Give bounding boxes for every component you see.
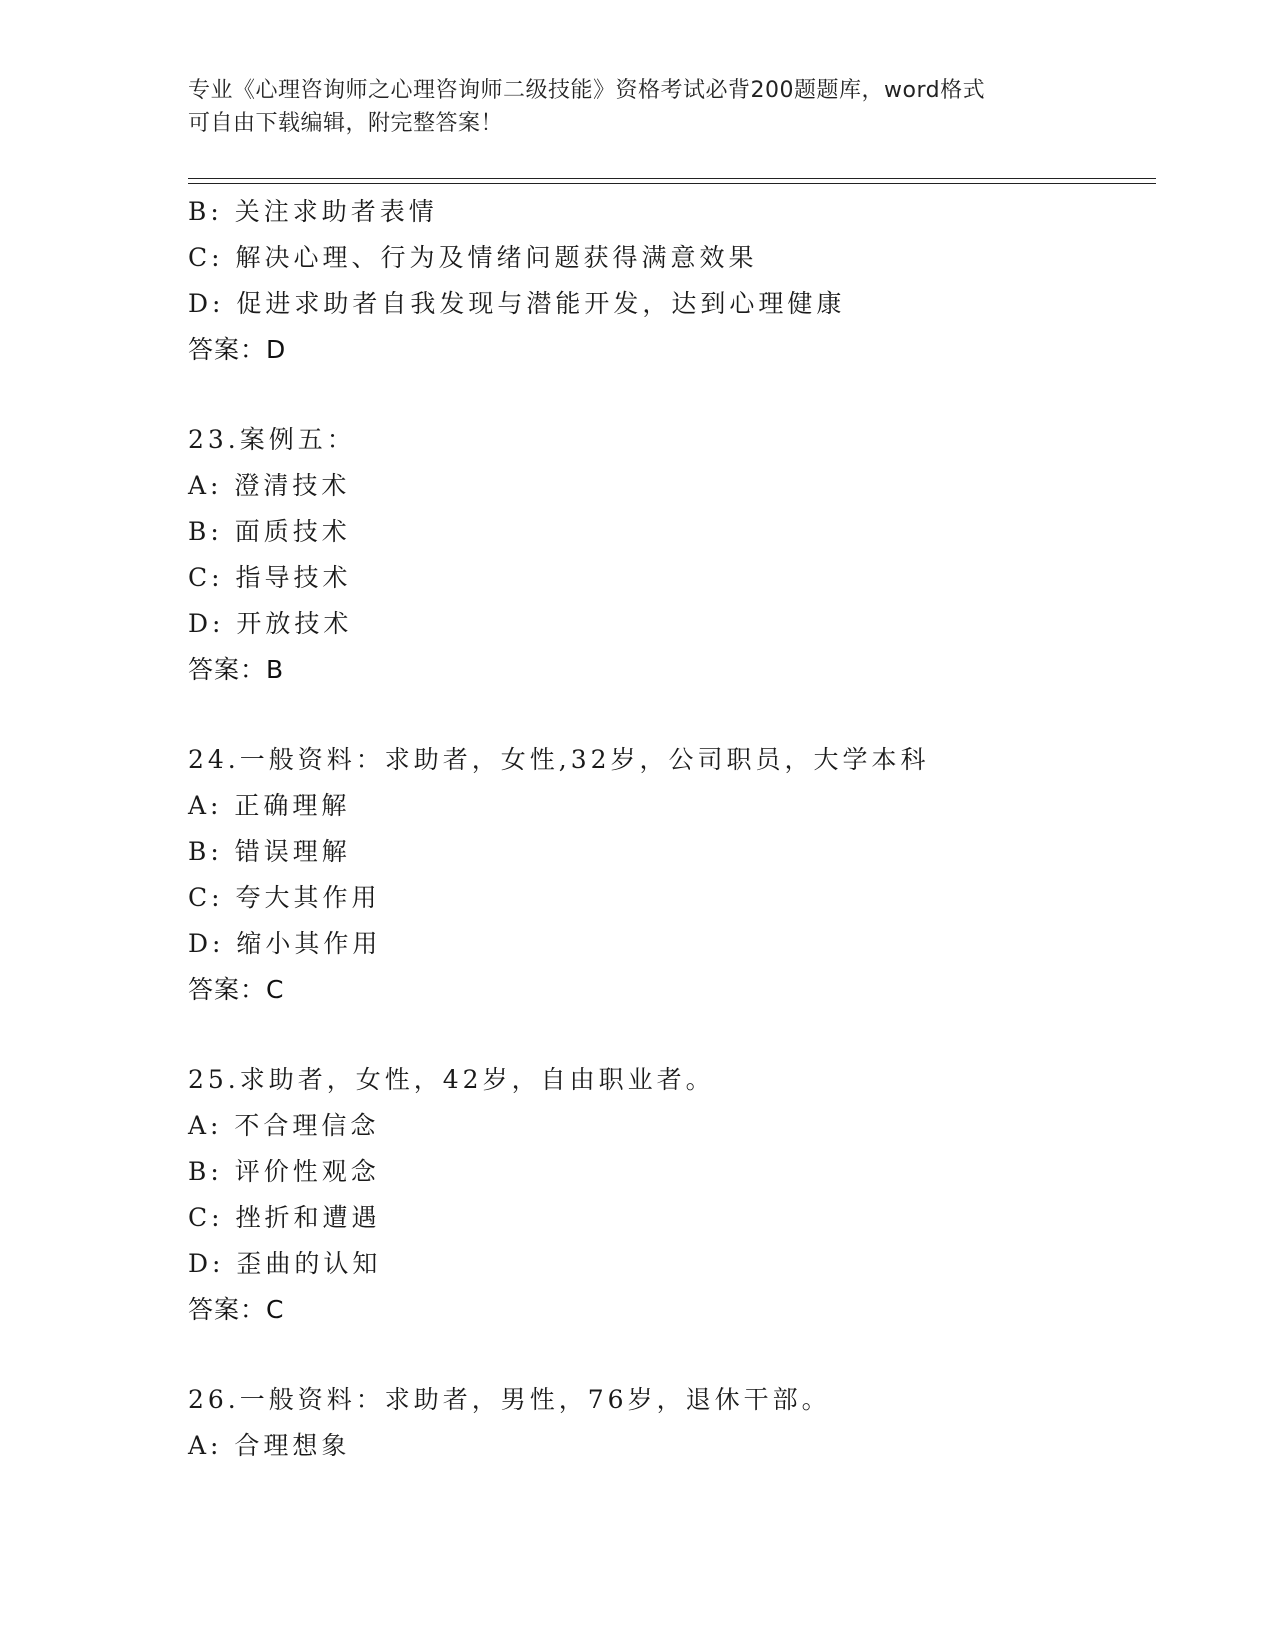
spacer <box>188 373 1148 417</box>
option-a: A: 合理想象 <box>188 1431 351 1460</box>
answer-line: 答案：C <box>188 975 285 1004</box>
option-d: D: 缩小其作用 <box>188 929 382 958</box>
option-b: B: 面质技术 <box>188 517 351 546</box>
question-text: 25.求助者，女性，42岁，自由职业者。 <box>188 1065 715 1094</box>
option-d: D: 开放技术 <box>188 609 353 638</box>
question-text: 23.案例五： <box>188 425 356 454</box>
answer-line: 答案：D <box>188 335 287 364</box>
document-header <box>188 74 1088 140</box>
option-a: A: 正确理解 <box>188 791 351 820</box>
answer-line: 答案：C <box>188 1295 285 1324</box>
header-line-2: 可自由下载编辑，附完整答案！ <box>188 111 504 136</box>
question-text: 24.一般资料：求助者，女性,32岁，公司职员，大学本科 <box>188 745 930 774</box>
question-block-25 <box>188 1057 1148 1333</box>
option-b: B: 评价性观念 <box>188 1157 380 1186</box>
option-b: B: 错误理解 <box>188 837 351 866</box>
option-c: C: 夸大其作用 <box>188 883 381 912</box>
option-a: A: 不合理信念 <box>188 1111 380 1140</box>
question-block-23 <box>188 417 1148 693</box>
question-block-24 <box>188 737 1148 1013</box>
option-d: D: 促进求助者自我发现与潜能开发，达到心理健康 <box>188 289 846 318</box>
option-d: D: 歪曲的认知 <box>188 1249 382 1278</box>
question-block-26 <box>188 1377 1148 1469</box>
header-line-1: 专业《心理咨询师之心理咨询师二级技能》资格考试必背200题题库，word格式 <box>188 78 986 103</box>
option-c: C: 解决心理、行为及情绪问题获得满意效果 <box>188 243 758 272</box>
header-divider-top <box>188 178 1156 179</box>
option-c: C: 挫折和遭遇 <box>188 1203 381 1232</box>
option-b: B: 关注求助者表情 <box>188 197 438 226</box>
spacer <box>188 1333 1148 1377</box>
question-list <box>188 189 1148 1469</box>
option-a: A: 澄清技术 <box>188 471 351 500</box>
header-divider-bottom <box>188 183 1156 184</box>
question-block-22 <box>188 189 1148 373</box>
spacer <box>188 693 1148 737</box>
question-text: 26.一般资料：求助者，男性，76岁，退休干部。 <box>188 1385 831 1414</box>
answer-line: 答案：B <box>188 655 285 684</box>
option-c: C: 指导技术 <box>188 563 352 592</box>
spacer <box>188 1013 1148 1057</box>
